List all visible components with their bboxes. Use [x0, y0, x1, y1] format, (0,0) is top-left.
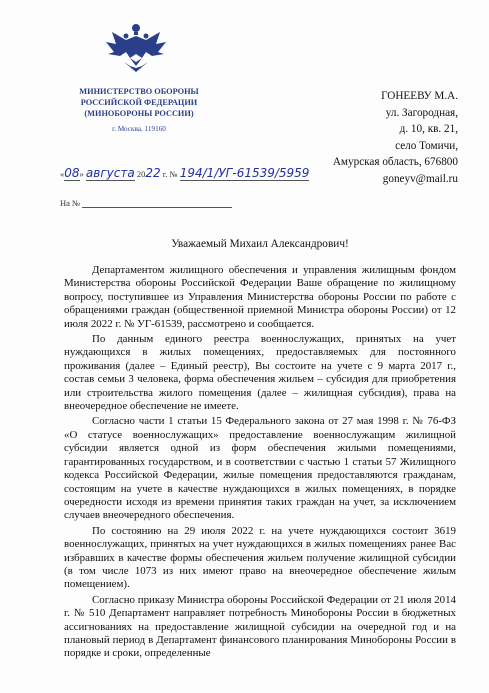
addressee-house: д. 10, кв. 21,: [399, 123, 458, 136]
letter-body: [64, 264, 456, 663]
body-paragraph: По состоянию на 29 июля 2022 г. на учете нуждающихся состоит 3619 военнослужащих, принятых на учет нуждающихся в жилых помещениях ранее Вас избравших в качестве формы обеспечения жильем получение жилищной субсидии (в том числе 1073 из них имеют право на внеочередное обеспечение жилым помещением).: [64, 524, 456, 591]
in-reply-label: На №: [60, 198, 81, 208]
body-paragraph: Согласно части 1 статьи 15 Федерального закона от 27 мая 1998 г. № 76-ФЗ «О статусе военнослужащих» предоставление военнослужащим жилищной субсидии является одной из форм обеспечения жилыми помещениями, гарантированных государством, и в соответствии с частью 1 статьи 57 Жилищного кодекса Российской Федерации, жилые помещения предоставляются гражданам, состоящим на учете в качестве нуждающихся в жилых помещениях, в порядке очередности исходя из времени принятия таких граждан на учет, за исключением случаев внеочередного обеспечения.: [64, 415, 456, 522]
body-paragraph: Департаментом жилищного обеспечения и управления жилищным фондом Министерства обороны Российской Федерации Ваше обращение по жилищному вопросу, поступившее из Управления Министерства обороны России по работе с обращениями граждан (общественной приемной Министра обороны России) от 12 июля 2022 г. № УГ-61539, рассмотрено и сообщается.: [64, 264, 456, 330]
greeting: Уважаемый Михаил Александрович!: [171, 238, 349, 250]
ref-year: 22: [145, 166, 161, 180]
body-paragraph: Согласно приказу Министра обороны Российской Федерации от 21 июля 2014 г. № 510 Департамент направляет потребность Минобороны России в бюджетных ассигнованиях на предоставление жилищной субсидии на очередной год и на плановый период в Департамент финансового планирования Минобороны России в порядке и сроки, определенные: [64, 593, 456, 660]
addressee-street: ул. Загородная,: [385, 106, 458, 119]
ministry-line: РОССИЙСКОЙ ФЕДЕРАЦИИ: [80, 98, 198, 107]
double-headed-eagle-emblem: [104, 22, 168, 74]
ref-month: августа: [85, 166, 135, 180]
addressee-name: ГОНЕЕВУ М.А.: [381, 90, 458, 102]
reference-line: «08» августа 2022 г. № 194/1/УГ-61539/5959: [60, 166, 310, 180]
addressee-region: Амурская область, 676800: [332, 156, 458, 169]
ministry-line: МИНИСТЕРСТВО ОБОРОНЫ: [79, 87, 199, 96]
in-reply-blank: [82, 198, 232, 208]
ministry-header: [64, 86, 214, 135]
body-paragraph: По данным единого реестра военнослужащих, принятых на учет нуждающихся в жилых помещениях, предоставляемых для постоянного проживания (далее – Единый реестр), Вы состоите на учете с 9 марта 2017 г., состав семьи 3 человека, форма обеспечения жильем – субсидия для приобретения или строительства жилого помещения (далее – жилищная субсидия), права на внеочередное обеспечение не имеете.: [64, 333, 456, 413]
ref-number: 194/1/УГ-61539/5959: [179, 166, 310, 180]
ref-year-prefix: 20: [136, 169, 146, 179]
ref-number-label: г. №: [162, 169, 178, 179]
ministry-line: (МИНОБОРОНЫ РОССИИ): [84, 109, 194, 118]
ref-day: 08: [64, 166, 80, 180]
addressee-village: село Томичи,: [395, 139, 458, 152]
ministry-city: г. Москва, 119160: [112, 125, 166, 133]
in-reply-line: [60, 198, 235, 208]
addressee-email: goneyv@mail.ru: [382, 172, 458, 185]
